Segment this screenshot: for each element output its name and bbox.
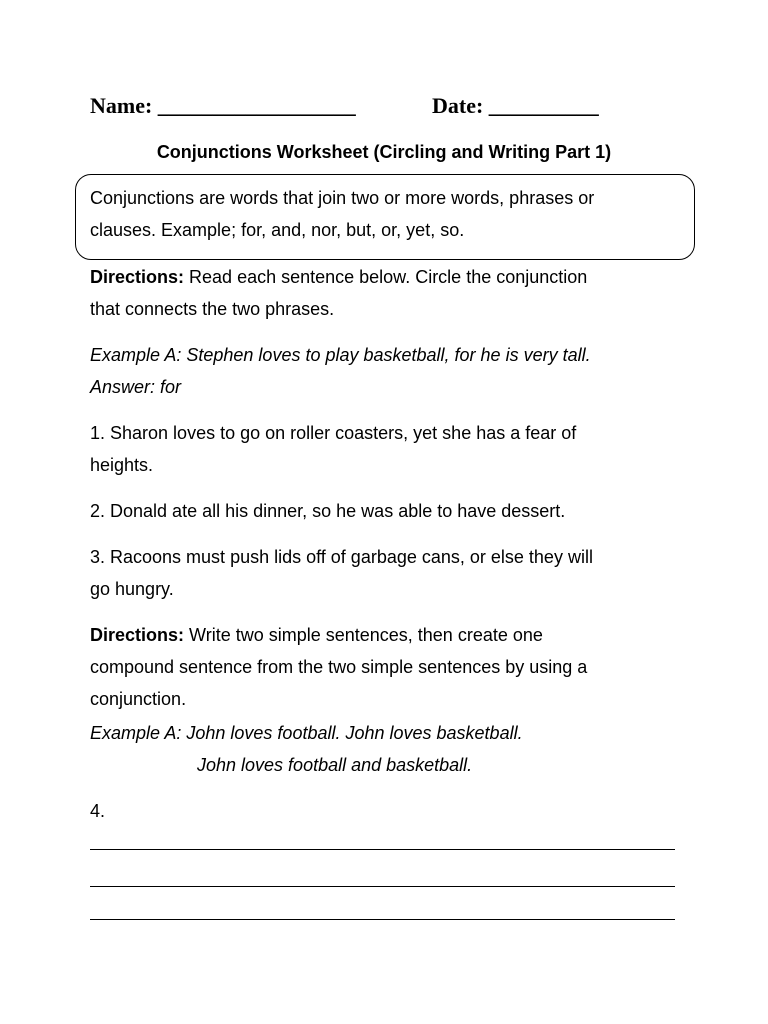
directions-1-line-1 <box>90 261 690 293</box>
directions-1-line-2: that connects the two phrases. <box>90 299 335 319</box>
example-a-1-sentence: Example A: Stephen loves to play basketball, for he is very tall. <box>90 345 591 365</box>
directions-2-line-3: conjunction. <box>90 689 187 709</box>
directions-2-label: Directions: <box>90 625 185 645</box>
example-a-1-answer: Answer: for <box>90 377 182 397</box>
question-1-line-1: 1. Sharon loves to go on roller coasters, yet she has a fear of <box>90 423 577 443</box>
name-field[interactable]: Name: __________________ <box>90 93 356 118</box>
date-field[interactable]: Date: __________ <box>432 93 599 118</box>
example-a-1 <box>90 339 690 403</box>
intro-line-1: Conjunctions are words that join two or more words, phrases or <box>90 188 595 208</box>
question-3-line-1: 3. Racoons must push lids off of garbage cans, or else they will <box>90 547 593 567</box>
intro-line-2: clauses. Example; for, and, nor, but, or, yet, so. <box>90 220 465 240</box>
question-1 <box>90 417 690 481</box>
header <box>90 92 690 120</box>
question-4-label: 4. <box>90 801 106 821</box>
directions-2 <box>90 619 690 715</box>
answer-line-2[interactable] <box>90 886 675 887</box>
answer-line-3[interactable] <box>90 919 675 920</box>
example-a-2-line-2: John loves football and basketball. <box>197 755 473 775</box>
example-a-2 <box>90 717 690 781</box>
directions-1-label: Directions: <box>90 267 185 287</box>
directions-1 <box>90 261 690 325</box>
answer-line-1[interactable] <box>90 849 675 850</box>
directions-1-text: Read each sentence below. Circle the conjunction <box>184 267 588 287</box>
question-1-line-2: heights. <box>90 455 154 475</box>
question-4 <box>90 795 690 827</box>
directions-2-text: Write two simple sentences, then create one <box>184 625 543 645</box>
directions-2-line-1 <box>90 619 690 651</box>
intro-text <box>90 182 695 246</box>
question-2 <box>90 495 690 527</box>
question-2-line-1: 2. Donald ate all his dinner, so he was able to have dessert. <box>90 501 566 521</box>
example-a-2-line-1: Example A: John loves football. John loves basketball. <box>90 723 523 743</box>
question-3 <box>90 541 690 605</box>
page-title: Conjunctions Worksheet (Circling and Writing Part 1) <box>156 142 612 162</box>
directions-2-line-2: compound sentence from the two simple sentences by using a <box>90 657 588 677</box>
question-3-line-2: go hungry. <box>90 579 174 599</box>
